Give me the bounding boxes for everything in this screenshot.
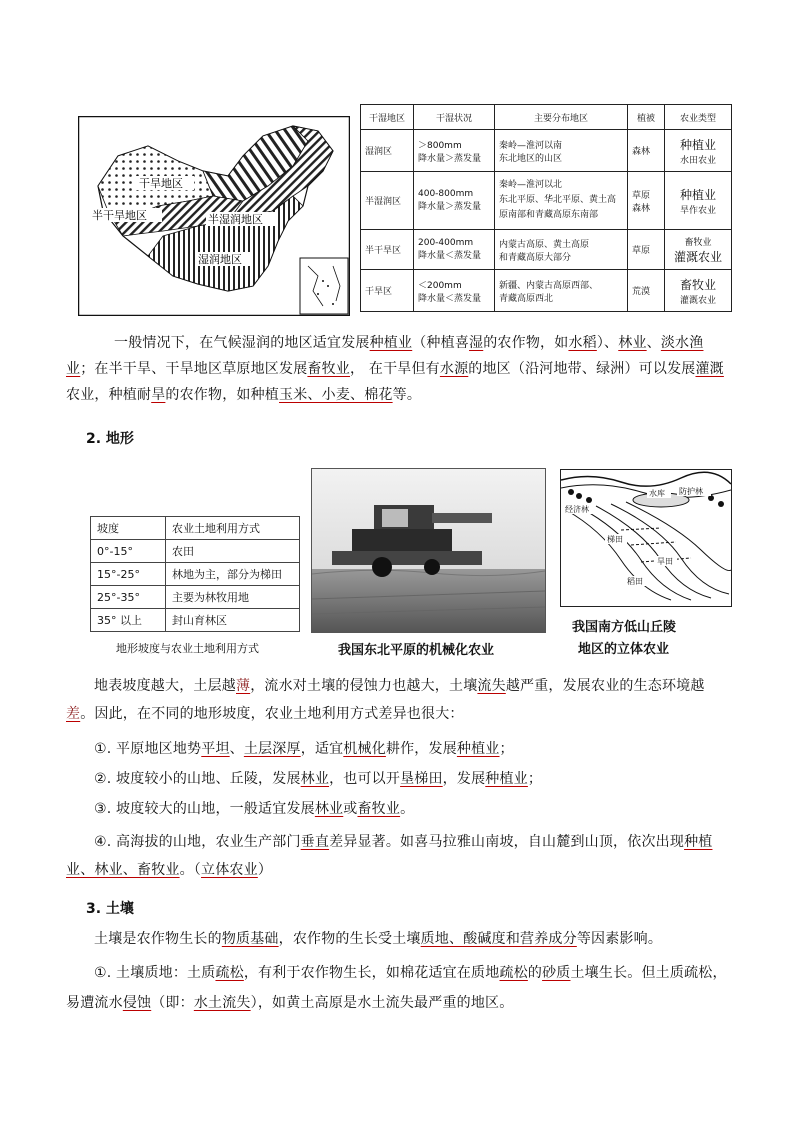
table-row xyxy=(91,586,300,609)
text: 等因素影响。 xyxy=(576,931,663,947)
terrain-item-4 xyxy=(66,828,730,884)
region-cell: 干旱区 xyxy=(361,270,414,312)
text: 地表坡度越大，土层越 xyxy=(94,678,236,694)
text: ②. 坡度较小的山地、丘陵，发展 xyxy=(94,771,301,787)
area-line: 青藏高原西北 xyxy=(499,293,554,304)
text: 土壤是农作物生长的 xyxy=(94,931,222,947)
agri-main: 畜牧业 xyxy=(684,237,712,248)
text: 差异显著。如喜马拉雅山南坡，自山麓到山顶，依次出现 xyxy=(329,834,685,850)
table-row xyxy=(91,517,300,540)
agri-cell xyxy=(665,172,732,230)
text: （种植喜 xyxy=(412,335,470,351)
key-term: 种植业、林业、畜牧业 xyxy=(66,834,713,878)
header-cell: 农业类型 xyxy=(665,105,732,130)
agri-sub: 灌溉农业 xyxy=(679,295,716,306)
area-line: 新疆、内蒙古高原西部、 xyxy=(499,280,599,291)
text: （即： xyxy=(151,995,194,1011)
agri-sub: 灌溉农业 xyxy=(673,249,722,264)
header-cell: 主要分布地区 xyxy=(495,105,628,130)
table-row xyxy=(361,172,732,230)
key-term: 种植业 xyxy=(456,741,500,757)
text: ③. 坡度较大的山地，一般适宜发展 xyxy=(94,801,315,817)
map-label-semi-humid: 半湿润地区 xyxy=(208,214,263,226)
text: ）、 xyxy=(596,335,619,351)
key-term: 林业 xyxy=(618,335,647,351)
text: ） xyxy=(257,862,273,878)
text: 越严重，发展农业的生态环境越 xyxy=(505,678,705,694)
text: 、 xyxy=(646,335,661,351)
key-term: 物质基础 xyxy=(221,931,279,947)
precip-value: 200-400mm xyxy=(418,238,474,248)
header-cell: 干湿地区 xyxy=(361,105,414,130)
use-cell: 林地为主，部分为梯田 xyxy=(166,563,300,586)
key-term: 差 xyxy=(66,706,81,722)
balance-value: 降水量＞蒸发量 xyxy=(418,202,482,212)
area-line: 东北地区的山区 xyxy=(499,153,563,164)
key-term: 灌溉 xyxy=(695,361,724,377)
region-cell: 湿润区 xyxy=(361,130,414,172)
key-term: 水源 xyxy=(439,361,469,377)
header-cell: 干湿状况 xyxy=(414,105,495,130)
key-term: 流失 xyxy=(477,678,506,694)
terrace-caption-1: 我国南方低山丘陵 xyxy=(572,620,677,635)
harvester-photo xyxy=(311,468,546,633)
terrace-diagram xyxy=(560,469,732,607)
veg-cell: 草原 森林 xyxy=(628,172,665,230)
balance-value: 降水量＞蒸发量 xyxy=(418,153,482,164)
slope-cell: 15°-25° xyxy=(91,563,166,586)
key-term: 垦梯田 xyxy=(400,771,443,787)
key-term: 畜牧业 xyxy=(307,361,351,377)
key-term: 垂直 xyxy=(300,834,330,850)
text: 等。 xyxy=(392,387,422,403)
key-term: 湿 xyxy=(469,335,484,351)
area-cell xyxy=(495,130,628,172)
text: ①. 土壤质地：土质 xyxy=(94,965,216,981)
text: 一般情况下，在气候湿润的地区适宜发展 xyxy=(114,335,370,351)
text: 的农作物，如 xyxy=(483,335,569,351)
climate-paragraph xyxy=(66,330,730,408)
agri-main: 种植业 xyxy=(679,187,716,202)
key-term: 畜牧业 xyxy=(357,801,401,817)
text: 耕作，发展 xyxy=(385,741,457,757)
text: ； xyxy=(527,771,543,787)
soil-paragraph xyxy=(94,926,734,952)
key-term: 种植业 xyxy=(485,771,528,787)
agri-cell xyxy=(665,130,732,172)
text: ，农作物的生长受土壤 xyxy=(278,931,421,947)
text: ，流水对土壤的侵蚀力也越大，土壤 xyxy=(250,678,478,694)
header-cell: 坡度 xyxy=(91,517,166,540)
area-line: 秦岭—淮河以北 xyxy=(499,180,563,190)
key-term: 林业 xyxy=(300,771,330,787)
terrace-label-reservoir: 水库 xyxy=(649,489,665,498)
slope-cell: 0°-15° xyxy=(91,540,166,563)
key-term: 林业 xyxy=(314,801,344,817)
text: ，适宜 xyxy=(300,741,344,757)
key-term: 疏松 xyxy=(499,965,528,981)
section-heading-terrain: 2. 地形 xyxy=(86,431,134,447)
key-term: 疏松 xyxy=(215,965,244,981)
terrain-item-2 xyxy=(94,766,734,792)
area-cell xyxy=(495,172,628,230)
agri-main: 畜牧业 xyxy=(679,277,716,292)
text: ），如黄土高原是水土流失最严重的地区。 xyxy=(250,995,514,1011)
table-row xyxy=(361,130,732,172)
veg-cell: 草原 xyxy=(628,230,665,270)
key-term: 质地、酸碱度和营养成分 xyxy=(420,931,577,947)
soil-texture-paragraph xyxy=(66,958,730,1018)
status-cell xyxy=(414,172,495,230)
veg-cell: 森林 xyxy=(628,130,665,172)
slope-table-caption: 地形坡度与农业土地利用方式 xyxy=(116,642,259,655)
map-label-humid: 湿润地区 xyxy=(198,254,242,266)
header-cell: 农业土地利用方式 xyxy=(166,517,300,540)
status-cell xyxy=(414,270,495,312)
key-term: 机械化 xyxy=(343,741,386,757)
agri-sub: 水田农业 xyxy=(679,155,716,166)
use-cell: 主要为林牧用地 xyxy=(166,586,300,609)
text: 。 xyxy=(400,801,415,817)
harvester-caption: 我国东北平原的机械化农业 xyxy=(338,643,495,658)
terrain-item-1 xyxy=(94,736,734,762)
dryness-table xyxy=(360,104,732,312)
text: ；在半干旱、干旱地区草原地区发展 xyxy=(80,361,308,377)
table-row xyxy=(91,540,300,563)
text: 。因此，在不同的地形坡度，农业土地利用方式差异也很大： xyxy=(80,706,464,722)
agri-cell xyxy=(665,230,732,270)
map-label-arid: 干旱地区 xyxy=(139,178,183,190)
key-term: 薄 xyxy=(236,678,251,694)
key-term: 淡水渔业 xyxy=(66,335,704,377)
text: 或 xyxy=(343,801,358,817)
harvester-header xyxy=(332,551,482,565)
text: 土壤生长。但土质疏松，易遭流水 xyxy=(66,965,727,1011)
table-row xyxy=(91,609,300,632)
key-term: 立体农业 xyxy=(201,862,258,878)
text: ，发展 xyxy=(442,771,486,787)
terrace-label-terrace: 梯田 xyxy=(607,535,623,544)
slope-paragraph xyxy=(66,672,730,728)
key-term: 旱 xyxy=(151,387,166,403)
section-heading-soil: 3. 土壤 xyxy=(86,901,134,917)
header-cell: 植被 xyxy=(628,105,665,130)
region-cell: 半湿润区 xyxy=(361,172,414,230)
dryness-table-header xyxy=(361,105,732,130)
table-row xyxy=(91,563,300,586)
area-cell xyxy=(495,230,628,270)
terrace-label-dryfield: 旱田 xyxy=(657,557,673,566)
region-cell: 半干旱区 xyxy=(361,230,414,270)
china-dryness-map xyxy=(78,116,350,316)
use-cell: 封山育林区 xyxy=(166,609,300,632)
precip-value: ＜200mm xyxy=(418,280,462,291)
text: 农业，种植耐 xyxy=(66,387,152,403)
slope-cell: 25°-35° xyxy=(91,586,166,609)
key-term: 土层深厚 xyxy=(243,741,301,757)
text: ， 在干旱但有 xyxy=(350,361,440,377)
status-cell xyxy=(414,130,495,172)
status-cell xyxy=(414,230,495,270)
balance-value: 降水量＜蒸发量 xyxy=(418,293,482,304)
key-term: 种植业 xyxy=(369,335,413,351)
text: ①. 平原地区地势 xyxy=(94,741,202,757)
south-sea-inset xyxy=(300,258,348,314)
harvester-image xyxy=(312,469,545,632)
key-term: 平坦 xyxy=(201,741,230,757)
terrace-label-paddy: 稻田 xyxy=(627,577,643,586)
area-line: 内蒙古高原、黄土高原 xyxy=(499,239,590,250)
text: 的地区（沿河地带、绿洲）可以发展 xyxy=(468,361,696,377)
table-row xyxy=(361,270,732,312)
text: 、 xyxy=(229,741,244,757)
table-row xyxy=(361,230,732,270)
text: 。（ xyxy=(179,862,202,878)
use-cell: 农田 xyxy=(166,540,300,563)
text: ，有利于农作物生长，如棉花适宜在质地 xyxy=(243,965,500,981)
text: ④. 高海拔的山地，农业生产部门 xyxy=(94,834,301,850)
terrace-label-windbreak: 防护林 xyxy=(679,487,703,496)
key-term: 玉米、小麦、棉花 xyxy=(279,387,393,403)
area-line: 和青藏高原大部分 xyxy=(499,252,572,263)
slope-table xyxy=(90,516,300,632)
text: ，也可以开 xyxy=(329,771,401,787)
precip-value: ＞800mm xyxy=(418,140,462,151)
agri-main: 种植业 xyxy=(679,137,716,152)
key-term: 砂质 xyxy=(542,965,571,981)
veg-cell: 荒漠 xyxy=(628,270,665,312)
text: ； xyxy=(499,741,514,757)
balance-value: 降水量＜蒸发量 xyxy=(418,251,482,261)
map-svg xyxy=(78,116,350,316)
precip-value: 400-800mm xyxy=(418,189,474,199)
terrace-svg xyxy=(561,470,731,606)
area-cell xyxy=(495,270,628,312)
slope-cell: 35° 以上 xyxy=(91,609,166,632)
map-label-semi-arid: 半干旱地区 xyxy=(92,210,147,222)
agri-sub: 旱作农业 xyxy=(679,205,716,216)
text: 的 xyxy=(527,965,543,981)
key-term: 侵蚀 xyxy=(122,995,152,1011)
terrain-item-3 xyxy=(94,796,734,822)
terrace-label-economic-forest: 经济林 xyxy=(565,505,589,514)
area-line: 秦岭—淮河以南 xyxy=(499,140,563,151)
text: 的农作物，如种植 xyxy=(165,387,280,403)
key-term: 水土流失 xyxy=(193,995,251,1011)
terrace-caption-2: 地区的立体农业 xyxy=(578,642,670,657)
key-term: 水稻 xyxy=(568,335,597,351)
agri-cell xyxy=(665,270,732,312)
area-line: 东北平原、华北平原、黄土高原南部和青藏高原东南部 xyxy=(499,195,617,220)
